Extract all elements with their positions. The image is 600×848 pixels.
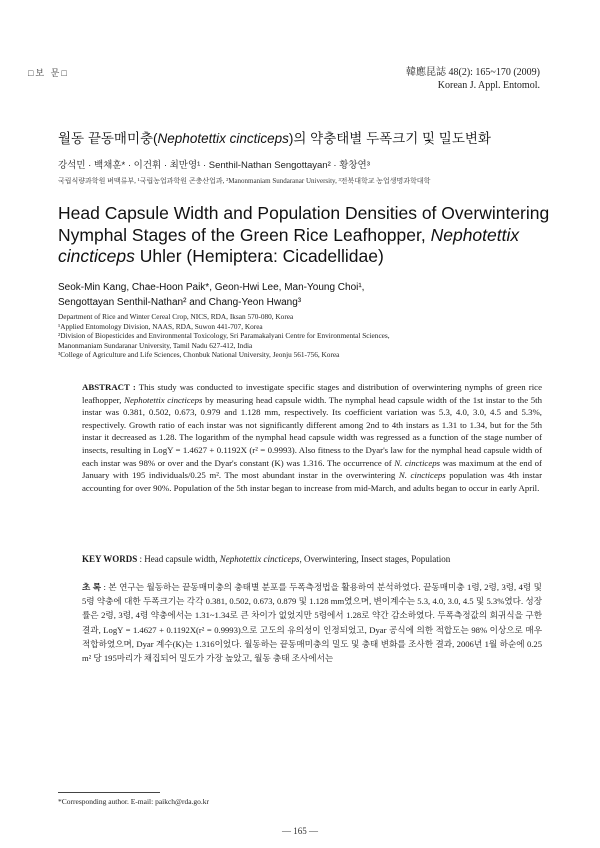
korean-abstract-label: 초 록	[82, 582, 102, 592]
affiliation-item: ³College of Agriculture and Life Sciences, Chonbuk National University, Jeonju 561-756, Korea	[58, 350, 340, 360]
affiliation-item: Manonmaniam Sundaranar University, Tamil Nadu 627-412, India	[58, 340, 253, 350]
korean-title-after: )의 약충태별 두폭크기 및 밀도변화	[288, 131, 491, 146]
affiliation-item: ¹Applied Entomology Division, NAAS, RDA, Suwon 441-707, Korea	[58, 321, 263, 331]
affiliation-item: Department of Rice and Winter Cereal Crop, NICS, RDA, Iksan 570-080, Korea	[58, 312, 294, 321]
korean-affiliation: 국립식량과학원 벼맥류부, ¹국립농업과학원 곤충산업과, ²Manonmaniam Sundaranar University, ³전북대학교 농업생명과학대학	[58, 177, 431, 185]
korean-title	[58, 127, 491, 147]
journal-citation-korean: 韓應昆誌 48(2): 165~170 (2009)	[405, 67, 540, 78]
english-authors	[58, 280, 558, 310]
affiliation-item: ²Division of Biopesticides and Environmental Toxicology, Sri Paramakalyani Centre for Environmental Sciences,	[58, 331, 390, 341]
abstract-text: population was 4th instar accounting for over 90%. Population of the 5th instar began to increase from mid-March, and adults began to occur in early April.	[82, 470, 543, 493]
english-authors-line1: Seok-Min Kang, Chae-Hoon Paik*, Geon-Hwi Lee, Man-Young Choi¹,	[58, 282, 365, 293]
species-name: Nephotettix cincticeps	[219, 554, 300, 564]
korean-abstract	[82, 580, 542, 665]
abstract-text: This study was conducted to investigate specific stages and distribution of overwintering nymphs of green rice leafhopper,	[82, 382, 542, 405]
english-title-species: Nephotettix cincticeps	[58, 224, 520, 266]
species-name: Nephotettix cincticeps	[124, 394, 203, 405]
english-title-part2: Uhler (Hemiptera: Cicadellidae)	[134, 246, 384, 266]
section-tag: □보 문□	[28, 68, 69, 78]
english-title-part1: Head Capsule Width and Population Densities of Overwintering Nymphal Stages of the Green Rice Leafhopper,	[58, 203, 550, 245]
korean-abstract-text: : 본 연구는 월동하는 끝동매미충의 충태별 분포를 두폭측정법을 활용하여 분석하였다. 끝동매미충 1령, 2령, 3령, 4령 및 5령 약충에 대한 두폭크기는 각각 0.381, 0.502, 0.673, 0.879 및 1.128 mm였으며, 변이계수는 5.3, 4.0, 3.0, 4.5 및 5.3%였다. 성장률은 2령, 3령, 4령 약충에서는 1.31~1.34로 큰 차이가 없었지만 5령에서 1.28로 약간 감소하였다. 두폭측정값의 회귀식을 구한 결과, LogY = 1.4627 + 0.1192X(r² = 0.9993)으로 고도의 유의성이 인정되었고, Dyar 공식에 의한 적합도는 98% 이상으로 매우 적합하였으며, Dyar 계수(K)는 1.316이었다. 월동하는 끝동매미충의 밀도 및 충태 변화를 조사한 결과, 2006년 1월 하순에 0.25 m² 당 195마리가 채집되어 밀도가 가장 높았고, 월동 충태 조사에서는	[82, 582, 542, 664]
abstract	[82, 381, 542, 494]
species-name: N. cincticeps	[394, 457, 441, 468]
english-title	[58, 203, 558, 268]
english-authors-line2: Sengottayan Senthil-Nathan² and Chang-Yeon Hwang³	[58, 297, 302, 308]
keywords-text: , Overwintering, Insect stages, Population	[299, 554, 451, 564]
keywords	[82, 553, 552, 565]
korean-title-before: 월동 끝동매미충(	[58, 131, 158, 146]
abstract-text: was maximum at the end of January with 195 individuals/0.25 m². The most abundant instar in the overwintering	[82, 457, 542, 481]
page-number: — 165 —	[282, 826, 318, 836]
abstract-label: ABSTRACT :	[82, 382, 136, 392]
keywords-text: : Head capsule width,	[137, 554, 220, 564]
journal-citation-english: Korean J. Appl. Entomol.	[437, 80, 540, 91]
journal-citation	[406, 66, 540, 92]
korean-title-species: Nephotettix cincticeps	[157, 131, 289, 146]
keywords-label: KEY WORDS	[82, 554, 138, 564]
footnote-divider	[58, 792, 160, 793]
corresponding-author-footnote: *Corresponding author. E-mail: paikch@rda.go.kr	[58, 797, 210, 806]
abstract-text: by measuring head capsule width. The nymphal head capsule width of the 1st instar to the 5th instar was 0.381, 0.502, 0.673, 0.979 and 1.128 mm, respectively. Its coefficient variation was 5.3, 4.0, 3.0, 4.5 and 5.3%, respectively. Growth ratio of each instar was not significantly different among 2nd to 4th instars as 1.31 to 1.34, but for the 5th instar it decreased as 1.28. The logarithm of the nymphal head capsule width was regressed as a function of the stage number of insects, resulting in LogY = 1.4627 + 0.1192X (r² = 0.9993). Also fitness to the Dyar's law for the nymphal head capsule width of each instar was 98% or over and the Dyar's constant (K) was 1.316. The occurrence of	[82, 394, 542, 468]
affiliation-list	[58, 312, 558, 360]
species-name: N. cincticeps	[398, 470, 446, 481]
korean-authors: 강석민 · 백채훈* · 이건휘 · 최만영¹ · Senthil-Nathan Sengottayan² · 황창연³	[58, 160, 370, 171]
